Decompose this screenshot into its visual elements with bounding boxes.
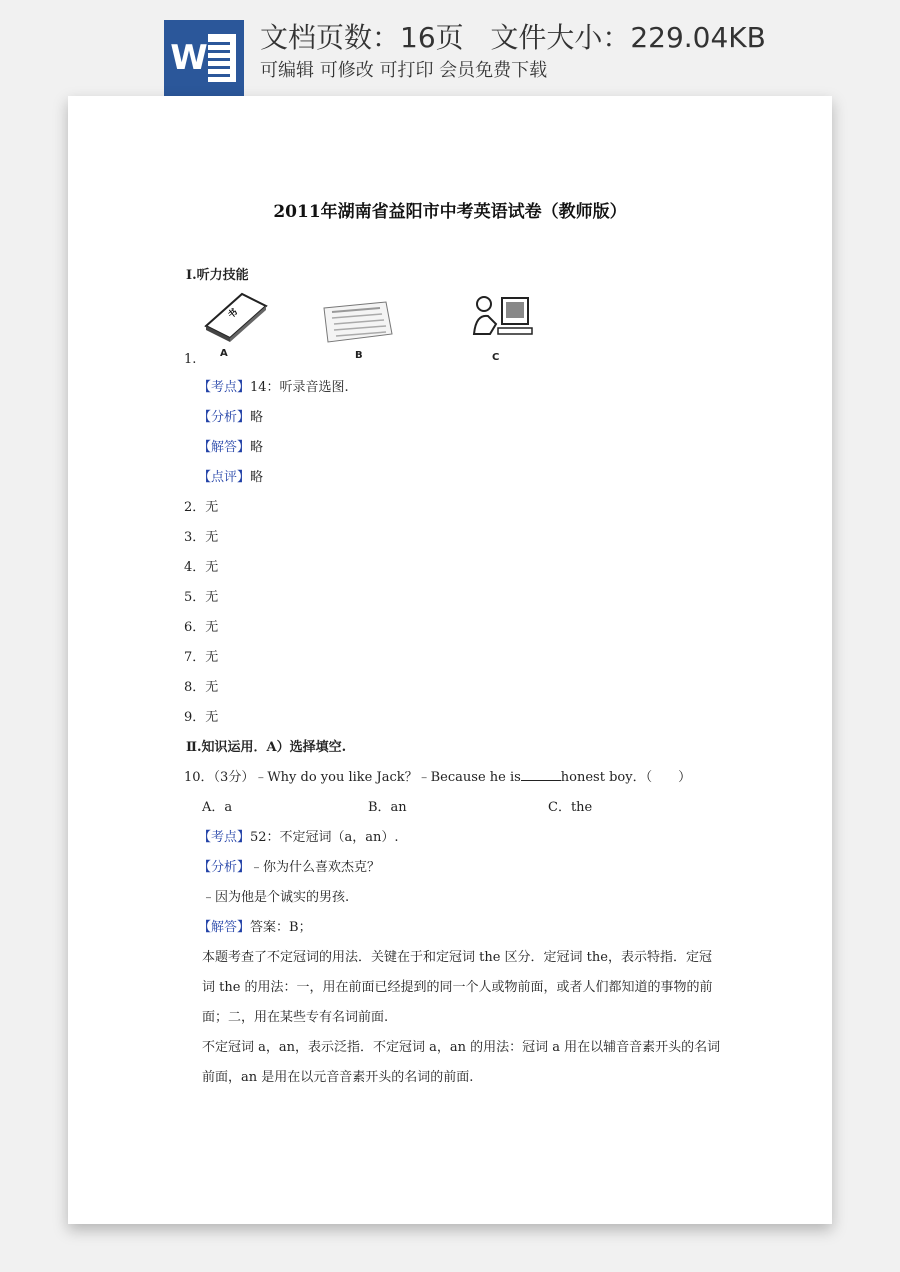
question-item: 5．无	[184, 590, 219, 605]
word-app-icon	[164, 20, 244, 96]
svg-text:书: 书	[226, 307, 240, 321]
q1-jieda	[198, 436, 263, 455]
q10-option-a: A．a	[202, 800, 233, 815]
q10-option-c: C．the	[548, 800, 593, 815]
section-listening-heading: Ⅰ.听力技能	[186, 268, 249, 283]
document-page	[68, 96, 832, 1224]
question-item: 3．无	[184, 530, 219, 545]
kaodian-text: 14：听录音选图.	[250, 380, 349, 395]
jieda-tag: 【解答】	[198, 920, 251, 935]
q1-kaodian	[198, 376, 349, 395]
picture-c-person-computer	[470, 294, 534, 342]
jieda-text: 略	[250, 440, 264, 455]
q10-jieda	[198, 916, 312, 935]
kaodian-tag: 【考点】	[198, 380, 251, 395]
file-info-subtitle: 可编辑 可修改 可打印 会员免费下载	[260, 60, 548, 81]
question-item: 4．无	[184, 560, 219, 575]
jieda-tag: 【解答】	[198, 440, 251, 455]
fenxi-text: ﹣你为什么喜欢杰克？	[250, 860, 381, 875]
explanation-line: 不定冠词 a，an，表示泛指．不定冠词 a，an 的用法：冠词 a 用在以辅音音素开头的名词	[202, 1040, 721, 1055]
picture-a-book	[202, 292, 268, 342]
document-title: 2011年湖南省益阳市中考英语试卷（教师版）	[273, 202, 627, 222]
file-info-title: 文档页数：16页 文件大小：229.04KB	[260, 21, 766, 54]
kaodian-tag: 【考点】	[198, 830, 251, 845]
option-c-label: C	[492, 352, 500, 363]
dianping-tag: 【点评】	[198, 470, 251, 485]
q10-stem-after: honest boy．（ ）	[560, 770, 692, 785]
question-item: 9．无	[184, 710, 219, 725]
explanation-line: 本题考查了不定冠词的用法．关键在于和定冠词 the 区分．定冠词 the，表示特指．定冠	[202, 950, 712, 965]
section-knowledge-heading: Ⅱ.知识运用．A）选择填空.	[186, 740, 347, 755]
fenxi-text: 略	[250, 410, 264, 425]
question-10-stem	[184, 766, 691, 785]
explanation-line: 面；二，用在某些专有名词前面.	[202, 1010, 389, 1025]
q10-stem-before: 10．（3分）﹣Why do you like Jack？﹣Because he is	[184, 770, 521, 785]
question-item: 6．无	[184, 620, 219, 635]
option-b-label: B	[355, 350, 363, 361]
q10-fenxi	[198, 856, 380, 875]
q1-dianping	[198, 466, 263, 485]
fenxi-tag: 【分析】	[198, 860, 251, 875]
q10-option-b: B．an	[368, 800, 407, 815]
q10-fenxi-line2: ﹣因为他是个诚实的男孩.	[202, 890, 350, 905]
q10-kaodian	[198, 826, 399, 845]
fenxi-tag: 【分析】	[198, 410, 251, 425]
option-a-label: A	[220, 348, 228, 359]
download-banner	[0, 0, 900, 100]
jieda-text: 答案：B；	[250, 920, 312, 935]
question-item: 7．无	[184, 650, 219, 665]
dianping-text: 略	[250, 470, 264, 485]
picture-b-newspaper	[320, 300, 394, 344]
answer-blank	[521, 768, 561, 781]
question-1-number: 1.	[184, 352, 197, 367]
word-logo-letter: W	[170, 32, 208, 84]
question-item: 2．无	[184, 500, 219, 515]
question-item: 8．无	[184, 680, 219, 695]
explanation-line: 前面，an 是用在以元音音素开头的名词的前面.	[202, 1070, 474, 1085]
q1-fenxi	[198, 406, 263, 425]
kaodian-text: 52：不定冠词（a，an）.	[250, 830, 399, 845]
explanation-line: 词 the 的用法：一，用在前面已经提到的同一个人或物前面，或者人们都知道的事物的前	[202, 980, 713, 995]
